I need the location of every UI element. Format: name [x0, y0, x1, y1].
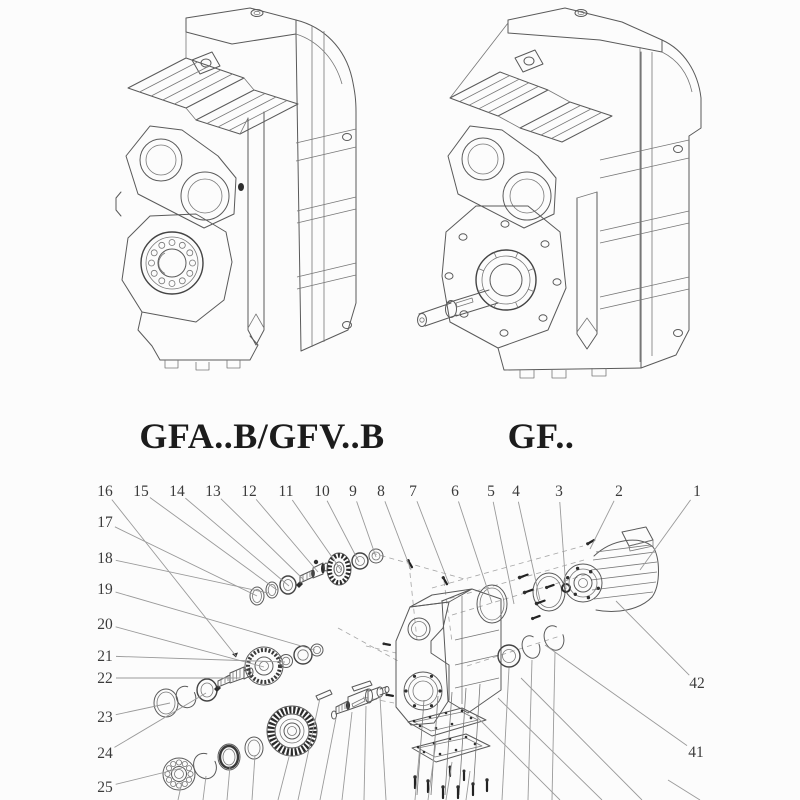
input-shaft-parts: [250, 549, 383, 605]
housing-lower-bore: [404, 672, 442, 710]
model-label-left: GFA..B/GFV..B: [139, 416, 385, 456]
edge-leader-line: [178, 782, 182, 800]
callout-number-20: 20: [97, 616, 113, 633]
callout-number-15: 15: [133, 483, 149, 500]
snap-ring-a: [519, 633, 543, 660]
washer: [280, 655, 293, 668]
ear-hole-right: [524, 57, 534, 65]
callout-number-14: 14: [169, 483, 185, 500]
leader-line-6: [458, 501, 492, 603]
leader-line-7: [417, 501, 449, 584]
callout-number-19: 19: [97, 581, 113, 598]
filler-plug-left: [251, 10, 263, 17]
snap-ring: [172, 683, 199, 711]
callout-number-22: 22: [97, 670, 113, 687]
callout-number-4: 4: [512, 483, 520, 500]
leader-line-3: [560, 502, 566, 589]
intermediate-shaft-parts: [154, 644, 323, 717]
intermediate-pinion-shaft: [214, 667, 253, 692]
leader-line-4: [518, 502, 540, 600]
callout-number-17: 17: [97, 514, 113, 531]
leader-line-21: [116, 656, 285, 662]
leader-line-15: [150, 497, 277, 590]
callout-number-42: 42: [689, 675, 705, 692]
callout-number-9: 9: [349, 483, 357, 500]
input-gear: [327, 553, 351, 585]
key-1: [316, 690, 332, 700]
callout-number-13: 13: [205, 483, 221, 500]
gearbox-isometric-left: [116, 8, 356, 370]
callout-number-25: 25: [97, 779, 113, 796]
leader-line-10: [327, 501, 359, 562]
leader-line-18: [116, 560, 268, 593]
callout-number-7: 7: [409, 483, 417, 500]
callout-number-2: 2: [615, 483, 623, 500]
retaining-ring: [311, 644, 323, 656]
callout-numbers-layer: [97, 483, 705, 796]
edge-leader-line: [342, 712, 352, 800]
solid-output-shaft: [418, 290, 499, 327]
callout-number-6: 6: [451, 483, 459, 500]
leader-line-12: [256, 499, 318, 572]
edge-leader-line: [476, 716, 560, 800]
callout-number-41: 41: [688, 744, 704, 761]
bearing-balls-left: [149, 240, 196, 287]
leader-line-2: [590, 501, 614, 549]
leader-line-11: [292, 500, 341, 570]
gearbox-isometric-right: [418, 8, 702, 378]
assembly-axis-lines: [338, 546, 588, 703]
callout-number-3: 3: [555, 483, 563, 500]
cutoff-leader-lines: [178, 652, 700, 800]
flange-gasket-ring: [477, 585, 507, 623]
edge-leader-line: [668, 780, 700, 800]
edge-leader-line: [227, 766, 230, 800]
output-bearing-right: [476, 250, 536, 310]
callout-number-10: 10: [314, 483, 330, 500]
input-pinion-shaft: [296, 563, 328, 588]
leader-line-9: [357, 501, 376, 557]
edge-leader-line: [466, 771, 470, 800]
callout-number-23: 23: [97, 709, 113, 726]
edge-leader-line: [364, 706, 366, 800]
leader-line-16: [112, 500, 236, 656]
edge-leader-line: [320, 718, 336, 800]
callout-number-12: 12: [241, 483, 257, 500]
leader-line-14: [185, 498, 289, 586]
edge-leader-line: [498, 698, 602, 800]
small-washer: [314, 560, 318, 564]
edge-leader-line: [278, 757, 289, 800]
edge-leader-line: [203, 776, 206, 800]
callout-number-5: 5: [487, 483, 495, 500]
leader-line-8: [385, 501, 411, 570]
callout-number-18: 18: [97, 550, 113, 567]
exploded-parts-diagram: [97, 483, 705, 800]
output-bearing-left: [141, 232, 203, 294]
callout-number-1: 1: [693, 483, 701, 500]
callout-number-24: 24: [97, 745, 113, 762]
model-label-right: GF..: [507, 416, 575, 456]
edge-leader-line: [428, 742, 436, 800]
motor-side-parts: [382, 539, 595, 698]
leader-line-19: [116, 592, 315, 650]
ball-bearing: [163, 758, 195, 790]
large-ring: [154, 689, 178, 717]
leader-line-1: [640, 500, 691, 570]
intermediate-gear: [245, 647, 283, 685]
callout-number-16: 16: [97, 483, 113, 500]
leader-line-42: [616, 601, 689, 675]
callout-number-21: 21: [97, 648, 113, 665]
edge-leader-line: [552, 652, 555, 800]
edge-leader-line: [380, 697, 386, 800]
callout-number-11: 11: [278, 483, 294, 500]
callout-number-8: 8: [377, 483, 385, 500]
electric-motor: [564, 527, 659, 611]
flange-bolt-holes: [445, 221, 561, 336]
edge-leader-line: [252, 755, 255, 800]
output-shaft-parts: [163, 681, 389, 790]
leader-line-41: [545, 645, 687, 746]
leader-line-24: [114, 693, 206, 747]
flange-bolts: [382, 539, 595, 698]
motor-flange: [564, 564, 602, 602]
spacer-ring: [352, 553, 368, 569]
intermediate-bearing: [197, 679, 217, 701]
oil-seal: [218, 744, 240, 770]
edge-leader-line: [502, 668, 509, 800]
edge-leader-line: [521, 678, 642, 800]
